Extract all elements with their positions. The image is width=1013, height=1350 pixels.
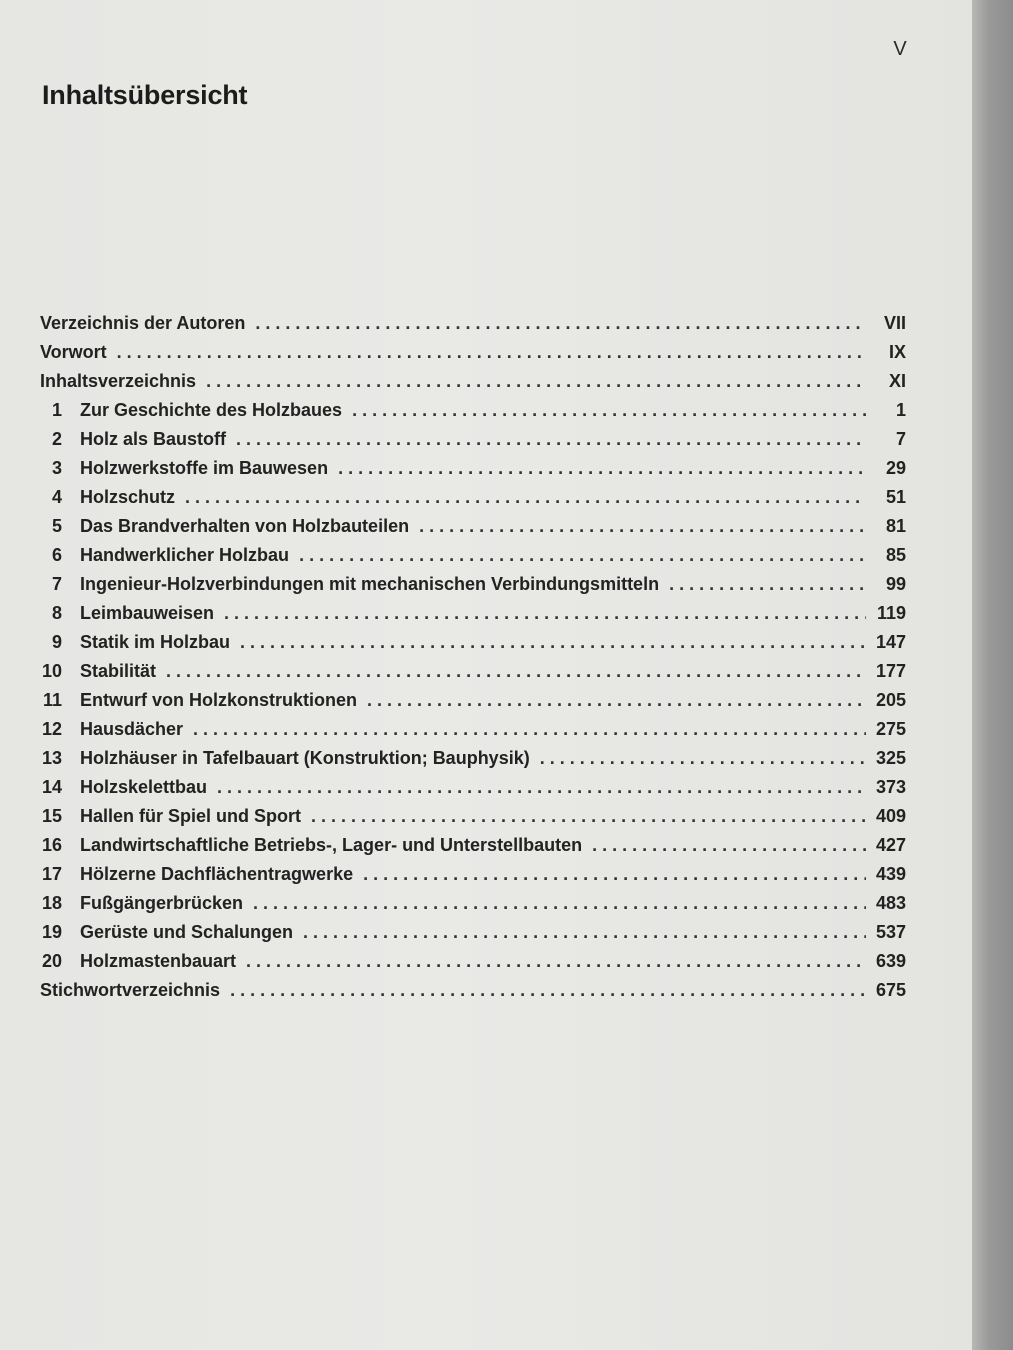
toc-chapter-row [40, 690, 906, 719]
toc-entry-row [40, 342, 906, 371]
chapter-number: 11 [42, 690, 62, 710]
chapter-number: 19 [41, 922, 62, 942]
toc-entry-title: Stichwortverzeichnis [40, 980, 221, 1000]
toc-page-number: 177 [875, 661, 906, 681]
page-number: V [893, 38, 907, 60]
toc-page-number: 29 [885, 458, 906, 478]
dot-leader [166, 661, 866, 682]
toc-chapter-row [40, 400, 906, 429]
toc-entry-title: Ingenieur-Holzverbindungen mit mechanischen Verbindungsmitteln [80, 574, 660, 594]
chapter-number: 16 [41, 835, 62, 855]
chapter-number: 13 [41, 748, 62, 768]
chapter-number: 10 [41, 661, 62, 681]
toc-chapter-row [40, 777, 906, 806]
toc-chapter-row [40, 429, 906, 458]
toc-page-number: 205 [875, 690, 906, 710]
toc-page-number: 99 [885, 574, 906, 594]
dot-leader [311, 806, 866, 827]
chapter-number: 12 [41, 719, 62, 739]
toc-chapter-row [40, 835, 906, 864]
toc-entry-title: Gerüste und Schalungen [80, 922, 294, 942]
chapter-number: 1 [51, 400, 62, 420]
dot-leader [230, 980, 866, 1001]
table-of-contents [40, 313, 906, 1009]
toc-entry-title: Holzhäuser in Tafelbauart (Konstruktion; Bauphysik) [80, 748, 530, 768]
dot-leader [255, 313, 866, 334]
dot-leader [367, 690, 866, 711]
toc-page-number: 51 [885, 487, 906, 507]
toc-entry-title: Leimbauweisen [80, 603, 215, 623]
toc-entry-title: Fußgängerbrücken [80, 893, 244, 913]
dot-leader [669, 574, 866, 595]
dot-leader [419, 516, 866, 537]
chapter-number: 3 [51, 458, 62, 478]
chapter-number: 20 [41, 951, 62, 971]
toc-page-number: 7 [895, 429, 906, 449]
toc-entry-title: Hallen für Spiel und Sport [80, 806, 302, 826]
toc-chapter-row [40, 864, 906, 893]
toc-entry-title: Zur Geschichte des Holzbaues [80, 400, 343, 420]
chapter-number: 4 [51, 487, 62, 507]
toc-entry-title: Holzschutz [80, 487, 176, 507]
dot-leader [117, 342, 866, 363]
chapter-number: 18 [41, 893, 62, 913]
dot-leader [338, 458, 866, 479]
toc-entry-title: Stabilität [80, 661, 157, 681]
dot-leader [193, 719, 866, 740]
toc-page-number: XI [888, 371, 906, 391]
chapter-number: 9 [51, 632, 62, 652]
toc-entry-title: Holz als Baustoff [80, 429, 227, 449]
chapter-number: 17 [41, 864, 62, 884]
chapter-number: 14 [41, 777, 62, 797]
dot-leader [299, 545, 866, 566]
toc-page-number: 85 [885, 545, 906, 565]
toc-page-number: 427 [875, 835, 906, 855]
dot-leader [224, 603, 866, 624]
toc-page-number: 409 [875, 806, 906, 826]
chapter-number: 6 [51, 545, 62, 565]
toc-page-number: 439 [875, 864, 906, 884]
toc-page-number: VII [883, 313, 906, 333]
dot-leader [185, 487, 866, 508]
toc-chapter-row [40, 487, 906, 516]
toc-entry-title: Das Brandverhalten von Holzbauteilen [80, 516, 410, 536]
chapter-number: 5 [51, 516, 62, 536]
dot-leader [240, 632, 866, 653]
toc-chapter-row [40, 458, 906, 487]
toc-page-number: 373 [875, 777, 906, 797]
toc-chapter-row [40, 748, 906, 777]
toc-chapter-row [40, 545, 906, 574]
page-title: Inhaltsübersicht [42, 80, 248, 110]
chapter-number: 8 [51, 603, 62, 623]
toc-entry-row [40, 980, 906, 1009]
dot-leader [217, 777, 866, 798]
toc-chapter-row [40, 951, 906, 980]
toc-entry-row [40, 371, 906, 400]
toc-chapter-row [40, 661, 906, 690]
toc-entry-title: Statik im Holzbau [80, 632, 231, 652]
toc-chapter-row [40, 893, 906, 922]
page-edge-shadow [972, 0, 1013, 1350]
toc-page-number: 119 [876, 603, 906, 623]
dot-leader [246, 951, 866, 972]
chapter-number: 7 [51, 574, 62, 594]
toc-chapter-row [40, 719, 906, 748]
toc-entry-title: Holzwerkstoffe im Bauwesen [80, 458, 329, 478]
toc-page-number: 147 [875, 632, 906, 652]
dot-leader [236, 429, 866, 450]
chapter-number: 2 [51, 429, 62, 449]
toc-page-number: IX [888, 342, 906, 362]
toc-chapter-row [40, 603, 906, 632]
toc-page-number: 325 [875, 748, 906, 768]
dot-leader [540, 748, 866, 769]
toc-entry-title: Holzmastenbauart [80, 951, 237, 971]
dot-leader [303, 922, 866, 943]
toc-chapter-row [40, 516, 906, 545]
toc-entry-title: Inhaltsverzeichnis [40, 371, 197, 391]
dot-leader [592, 835, 866, 856]
back-matter-list [40, 980, 906, 1009]
toc-entry-row [40, 313, 906, 342]
toc-page-number: 275 [875, 719, 906, 739]
dot-leader [363, 864, 866, 885]
toc-page-number: 81 [885, 516, 906, 536]
toc-chapter-row [40, 632, 906, 661]
toc-entry-title: Holzskelettbau [80, 777, 208, 797]
toc-entry-title: Verzeichnis der Autoren [40, 313, 246, 333]
toc-chapter-row [40, 574, 906, 603]
dot-leader [206, 371, 866, 392]
toc-page-number: 537 [875, 922, 906, 942]
dot-leader [352, 400, 866, 421]
chapter-list [40, 400, 906, 980]
dot-leader [253, 893, 866, 914]
chapter-number: 15 [41, 806, 62, 826]
toc-entry-title: Landwirtschaftliche Betriebs-, Lager- und Unterstellbauten [80, 835, 583, 855]
toc-entry-title: Hölzerne Dachflächentragwerke [80, 864, 354, 884]
toc-chapter-row [40, 806, 906, 835]
toc-entry-title: Handwerklicher Holzbau [80, 545, 290, 565]
toc-entry-title: Vorwort [40, 342, 107, 362]
toc-page-number: 639 [875, 951, 906, 971]
toc-page-number: 483 [875, 893, 906, 913]
toc-page-number: 675 [875, 980, 906, 1000]
front-matter-list [40, 313, 906, 400]
toc-entry-title: Hausdächer [80, 719, 184, 739]
toc-chapter-row [40, 922, 906, 951]
toc-entry-title: Entwurf von Holzkonstruktionen [80, 690, 357, 710]
toc-page-number: 1 [895, 400, 906, 420]
